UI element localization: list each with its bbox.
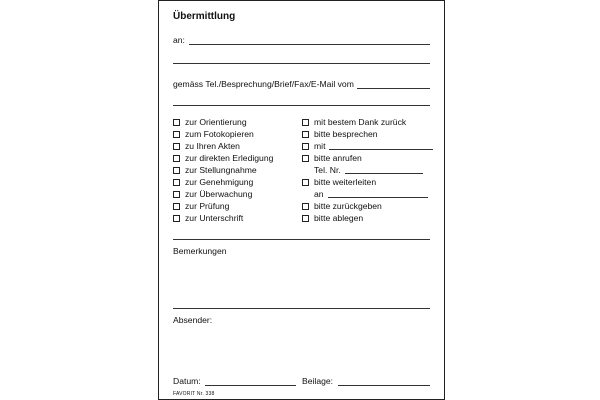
form-title: Übermittlung: [173, 11, 236, 22]
option-label: zur Unterschrift: [185, 213, 244, 223]
option-weiterleiten[interactable]: [302, 177, 376, 188]
enclosure-label: Beilage:: [302, 376, 334, 386]
option-label: bitte anrufen: [314, 153, 362, 163]
checkbox[interactable]: [173, 215, 180, 222]
option-unterschrift[interactable]: [173, 213, 243, 224]
to-label: an:: [173, 35, 185, 45]
checkbox[interactable]: [302, 143, 309, 150]
option-label: bitte zurückgeben: [314, 201, 382, 211]
remarks-line: [173, 308, 430, 309]
phone-number-row: [314, 165, 423, 176]
option-pruefung[interactable]: [173, 201, 229, 212]
sender-label: Absender:: [173, 315, 213, 325]
option-orientierung[interactable]: [173, 117, 247, 128]
option-label: zur direkten Erledigung: [185, 153, 274, 163]
date-line[interactable]: [205, 385, 296, 386]
checkbox[interactable]: [173, 203, 180, 210]
forward-to-line[interactable]: [328, 197, 428, 198]
to-field-line[interactable]: [189, 44, 430, 45]
reference-date-line[interactable]: [357, 88, 430, 89]
checkbox[interactable]: [302, 119, 309, 126]
checkbox[interactable]: [173, 179, 180, 186]
checkbox[interactable]: [173, 167, 180, 174]
option-anrufen[interactable]: [302, 153, 362, 164]
enclosure-line[interactable]: [338, 385, 430, 386]
option-stellungnahme[interactable]: [173, 165, 257, 176]
transmittal-form: [158, 0, 445, 400]
option-label: zur Überwachung: [185, 189, 253, 199]
option-direkte-erledigung[interactable]: [173, 153, 273, 164]
date-label: Datum:: [173, 376, 201, 386]
forward-to-label: an: [314, 189, 324, 199]
reference-line-2[interactable]: [173, 105, 430, 106]
checkbox[interactable]: [173, 131, 180, 138]
checkbox[interactable]: [302, 155, 309, 162]
option-mit[interactable]: [302, 141, 433, 152]
checkbox[interactable]: [302, 131, 309, 138]
remarks-area[interactable]: [173, 259, 430, 305]
option-ueberwachung[interactable]: [173, 189, 252, 200]
option-label: zur Genehmigung: [185, 177, 254, 187]
option-label: zu Ihren Akten: [185, 141, 240, 151]
phone-number-label: Tel. Nr.: [314, 165, 341, 175]
form-number: FAVORIT Nr. 338: [173, 391, 215, 397]
option-dank-zurueck[interactable]: [302, 117, 406, 128]
mit-fill-line[interactable]: [329, 149, 433, 150]
reference-label: gemäss Tel./Besprechung/Brief/Fax/E-Mail vom: [173, 79, 354, 89]
option-zurueckgeben[interactable]: [302, 201, 382, 212]
forward-to-row: [314, 189, 428, 200]
checkbox[interactable]: [173, 143, 180, 150]
option-label: bitte ablegen: [314, 213, 364, 223]
remarks-label: Bemerkungen: [173, 246, 227, 256]
option-label: mit: [314, 141, 326, 151]
sender-area[interactable]: [173, 327, 430, 371]
option-label: zur Stellungnahme: [185, 165, 257, 175]
option-ablegen[interactable]: [302, 213, 363, 224]
option-label: bitte weiterleiten: [314, 177, 377, 187]
option-label: bitte besprechen: [314, 129, 378, 139]
option-akten[interactable]: [173, 141, 240, 152]
to-field-line-2[interactable]: [173, 63, 430, 64]
separator-line: [173, 239, 430, 240]
checkbox[interactable]: [302, 215, 309, 222]
checkbox[interactable]: [302, 179, 309, 186]
checkbox[interactable]: [302, 203, 309, 210]
option-label: zur Orientierung: [185, 117, 247, 127]
checkbox[interactable]: [173, 155, 180, 162]
option-genehmigung[interactable]: [173, 177, 253, 188]
checkbox[interactable]: [173, 191, 180, 198]
option-besprechen[interactable]: [302, 129, 378, 140]
option-label: zum Fotokopieren: [185, 129, 254, 139]
option-label: zur Prüfung: [185, 201, 230, 211]
option-label: mit bestem Dank zurück: [314, 117, 407, 127]
checkbox[interactable]: [173, 119, 180, 126]
option-fotokopieren[interactable]: [173, 129, 254, 140]
phone-number-line[interactable]: [345, 173, 423, 174]
